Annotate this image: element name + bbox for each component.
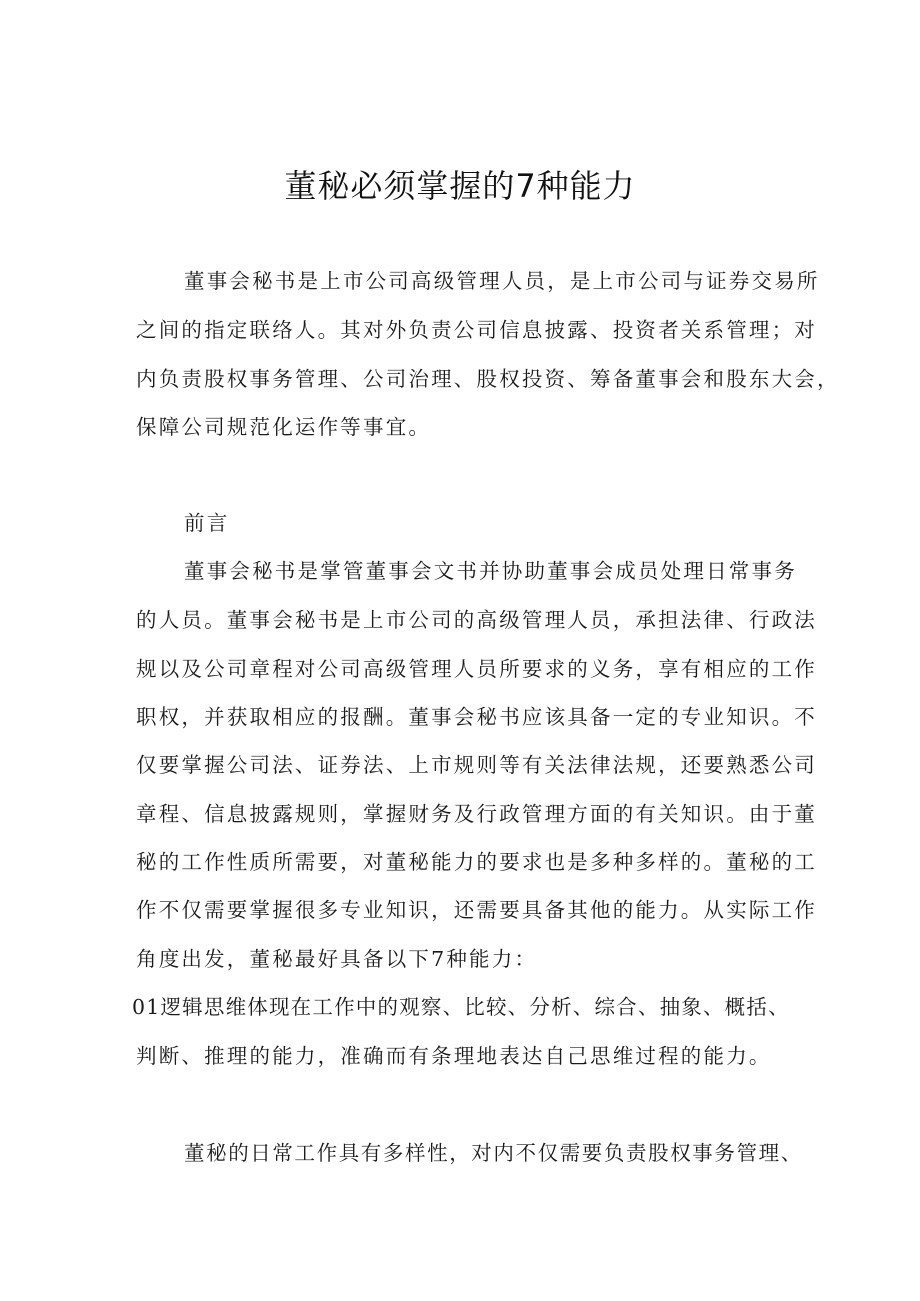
document-title: 董秘必须掌握的7种能力 bbox=[284, 167, 636, 205]
preface-line-9: 角度出发，董秘最好具备以下7种能力： bbox=[136, 947, 538, 971]
preface-line-5: 仅要掌握公司法、证券法、上市规则等有关法律法规，还要熟悉公司 bbox=[136, 753, 817, 777]
preface-line-4: 职权，并获取相应的报酬。董事会秘书应该具备一定的专业知识。不 bbox=[136, 705, 817, 729]
preface-line-6: 章程、信息披露规则，掌握财务及行政管理方面的有关知识。由于董 bbox=[136, 802, 817, 826]
point-01-line-1: 01逻辑思维体现在工作中的观察、比较、分析、综合、抽象、概括、 bbox=[132, 995, 790, 1019]
intro-line-4: 保障公司规范化运作等事宜。 bbox=[136, 415, 432, 439]
preface-line-1: 董事会秘书是掌管董事会文书并协助董事会成员处理日常事务 bbox=[184, 559, 797, 583]
preface-line-3: 规以及公司章程对公司高级管理人员所要求的义务，享有相应的工作 bbox=[136, 657, 817, 681]
intro-line-2: 之间的指定联络人。其对外负责公司信息披露、投资者关系管理；对 bbox=[136, 318, 817, 342]
closing-line: 董秘的日常工作具有多样性，对内不仅需要负责股权事务管理、 bbox=[184, 1141, 803, 1165]
preface-line-8: 作不仅需要掌握很多专业知识，还需要具备其他的能力。从实际工作 bbox=[136, 898, 817, 922]
preface-line-7: 秘的工作性质所需要，对董秘能力的要求也是多种多样的。董秘的工 bbox=[136, 850, 817, 874]
preface-heading: 前言 bbox=[184, 511, 230, 535]
point-01-line-2: 判断、推理的能力，准确而有条理地表达自己思维过程的能力。 bbox=[136, 1044, 772, 1068]
preface-line-2: 的人员。董事会秘书是上市公司的高级管理人员，承担法律、行政法 bbox=[136, 608, 817, 632]
intro-line-1: 董事会秘书是上市公司高级管理人员，是上市公司与证券交易所 bbox=[184, 269, 820, 293]
intro-line-3: 内负责股权事务管理、公司治理、股权投资、筹备董事会和股东大会， bbox=[136, 367, 840, 391]
